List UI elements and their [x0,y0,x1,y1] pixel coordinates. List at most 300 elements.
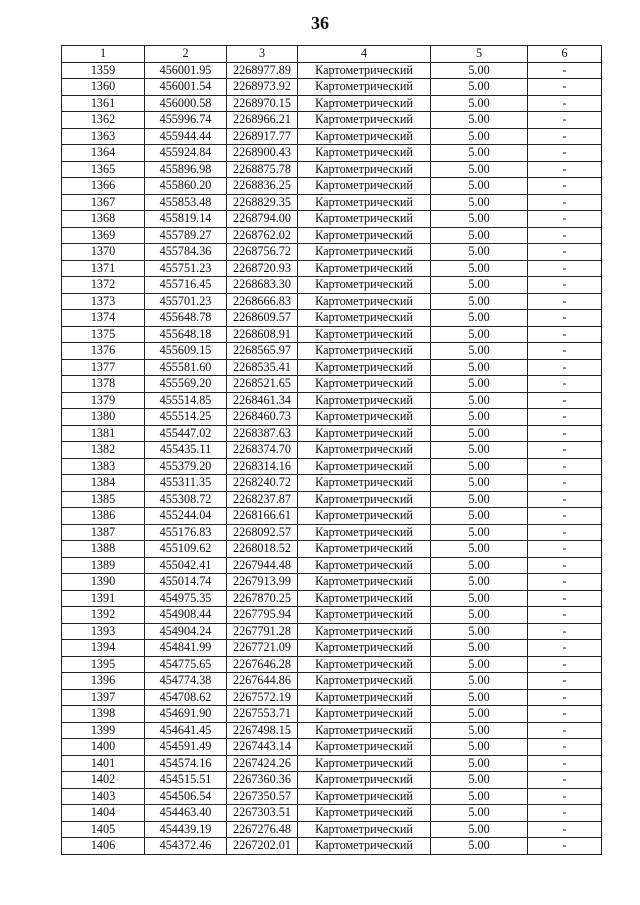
description-cell: - [528,574,602,591]
accuracy-cell: 5.00 [431,62,528,79]
method-cell: Картометрический [298,739,431,756]
table-row [62,425,602,442]
description-cell: - [528,161,602,178]
x-coordinate-cell: 455924.84 [145,145,227,162]
method-cell: Картометрический [298,458,431,475]
table-row [62,788,602,805]
point-number-cell: 1365 [62,161,145,178]
table-row [62,673,602,690]
table-row [62,475,602,492]
x-coordinate-cell: 454506.54 [145,788,227,805]
accuracy-cell: 5.00 [431,326,528,343]
table-body [62,62,602,854]
method-cell: Картометрический [298,689,431,706]
table-header-row [62,46,602,63]
accuracy-cell: 5.00 [431,458,528,475]
accuracy-cell: 5.00 [431,227,528,244]
description-cell: - [528,755,602,772]
table-row [62,656,602,673]
point-number-cell: 1389 [62,557,145,574]
point-number-cell: 1384 [62,475,145,492]
description-cell: - [528,326,602,343]
table-row [62,755,602,772]
description-cell: - [528,689,602,706]
accuracy-cell: 5.00 [431,508,528,525]
description-cell: - [528,178,602,195]
table-row [62,739,602,756]
x-coordinate-cell: 455996.74 [145,112,227,129]
accuracy-cell: 5.00 [431,425,528,442]
table-row [62,128,602,145]
description-cell: - [528,739,602,756]
method-cell: Картометрический [298,442,431,459]
method-cell: Картометрический [298,112,431,129]
table-row [62,640,602,657]
y-coordinate-cell: 2268535.41 [227,359,298,376]
y-coordinate-cell: 2268720.93 [227,260,298,277]
method-cell: Картометрический [298,838,431,855]
description-cell: - [528,673,602,690]
accuracy-cell: 5.00 [431,194,528,211]
method-cell: Картометрический [298,95,431,112]
x-coordinate-cell: 455784.36 [145,244,227,261]
table-row [62,194,602,211]
method-cell: Картометрический [298,508,431,525]
x-coordinate-cell: 454904.24 [145,623,227,640]
description-cell: - [528,838,602,855]
x-coordinate-cell: 456000.58 [145,95,227,112]
coordinates-table [61,45,602,855]
description-cell: - [528,343,602,360]
method-cell: Картометрический [298,640,431,657]
description-cell: - [528,640,602,657]
description-cell: - [528,194,602,211]
accuracy-cell: 5.00 [431,277,528,294]
y-coordinate-cell: 2268973.92 [227,79,298,96]
y-coordinate-cell: 2267795.94 [227,607,298,624]
method-cell: Картометрический [298,805,431,822]
description-cell: - [528,590,602,607]
point-number-cell: 1402 [62,772,145,789]
point-number-cell: 1366 [62,178,145,195]
method-cell: Картометрический [298,260,431,277]
table-row [62,277,602,294]
method-cell: Картометрический [298,392,431,409]
description-cell: - [528,557,602,574]
table-row [62,392,602,409]
description-cell: - [528,293,602,310]
x-coordinate-cell: 456001.54 [145,79,227,96]
method-cell: Картометрический [298,79,431,96]
description-cell: - [528,376,602,393]
method-cell: Картометрический [298,656,431,673]
y-coordinate-cell: 2268608.91 [227,326,298,343]
y-coordinate-cell: 2267721.09 [227,640,298,657]
x-coordinate-cell: 454515.51 [145,772,227,789]
method-cell: Картометрический [298,706,431,723]
x-coordinate-cell: 455014.74 [145,574,227,591]
accuracy-cell: 5.00 [431,590,528,607]
y-coordinate-cell: 2268521.65 [227,376,298,393]
y-coordinate-cell: 2268460.73 [227,409,298,426]
column-header: 6 [528,46,602,63]
description-cell: - [528,607,602,624]
y-coordinate-cell: 2267944.48 [227,557,298,574]
accuracy-cell: 5.00 [431,706,528,723]
table-row [62,541,602,558]
table-row [62,623,602,640]
point-number-cell: 1401 [62,755,145,772]
x-coordinate-cell: 455435.11 [145,442,227,459]
point-number-cell: 1363 [62,128,145,145]
x-coordinate-cell: 454439.19 [145,821,227,838]
x-coordinate-cell: 455176.83 [145,524,227,541]
x-coordinate-cell: 455244.04 [145,508,227,525]
method-cell: Картометрический [298,673,431,690]
y-coordinate-cell: 2267553.71 [227,706,298,723]
point-number-cell: 1393 [62,623,145,640]
column-header: 4 [298,46,431,63]
table-row [62,442,602,459]
point-number-cell: 1406 [62,838,145,855]
method-cell: Картометрический [298,194,431,211]
y-coordinate-cell: 2268461.34 [227,392,298,409]
table-row [62,227,602,244]
x-coordinate-cell: 455308.72 [145,491,227,508]
description-cell: - [528,805,602,822]
point-number-cell: 1382 [62,442,145,459]
point-number-cell: 1361 [62,95,145,112]
accuracy-cell: 5.00 [431,739,528,756]
y-coordinate-cell: 2267572.19 [227,689,298,706]
table-row [62,310,602,327]
y-coordinate-cell: 2268875.78 [227,161,298,178]
y-coordinate-cell: 2267202.01 [227,838,298,855]
y-coordinate-cell: 2268237.87 [227,491,298,508]
accuracy-cell: 5.00 [431,772,528,789]
x-coordinate-cell: 455514.85 [145,392,227,409]
table-row [62,326,602,343]
x-coordinate-cell: 455701.23 [145,293,227,310]
x-coordinate-cell: 454975.35 [145,590,227,607]
method-cell: Картометрический [298,755,431,772]
accuracy-cell: 5.00 [431,805,528,822]
x-coordinate-cell: 455609.15 [145,343,227,360]
y-coordinate-cell: 2268762.02 [227,227,298,244]
table-row [62,574,602,591]
column-header: 5 [431,46,528,63]
accuracy-cell: 5.00 [431,145,528,162]
x-coordinate-cell: 455789.27 [145,227,227,244]
description-cell: - [528,772,602,789]
description-cell: - [528,359,602,376]
accuracy-cell: 5.00 [431,442,528,459]
description-cell: - [528,95,602,112]
method-cell: Картометрический [298,211,431,228]
point-number-cell: 1360 [62,79,145,96]
y-coordinate-cell: 2267443.14 [227,739,298,756]
method-cell: Картометрический [298,475,431,492]
description-cell: - [528,458,602,475]
point-number-cell: 1359 [62,62,145,79]
method-cell: Картометрический [298,425,431,442]
table-row [62,95,602,112]
point-number-cell: 1385 [62,491,145,508]
y-coordinate-cell: 2268374.70 [227,442,298,459]
method-cell: Картометрический [298,343,431,360]
y-coordinate-cell: 2268829.35 [227,194,298,211]
y-coordinate-cell: 2268683.30 [227,277,298,294]
method-cell: Картометрический [298,607,431,624]
point-number-cell: 1404 [62,805,145,822]
y-coordinate-cell: 2268565.97 [227,343,298,360]
accuracy-cell: 5.00 [431,722,528,739]
point-number-cell: 1371 [62,260,145,277]
point-number-cell: 1372 [62,277,145,294]
table-row [62,161,602,178]
method-cell: Картометрический [298,772,431,789]
description-cell: - [528,310,602,327]
table-row [62,244,602,261]
method-cell: Картометрический [298,821,431,838]
x-coordinate-cell: 455716.45 [145,277,227,294]
point-number-cell: 1395 [62,656,145,673]
y-coordinate-cell: 2268609.57 [227,310,298,327]
accuracy-cell: 5.00 [431,409,528,426]
method-cell: Картометрический [298,722,431,739]
description-cell: - [528,62,602,79]
y-coordinate-cell: 2268900.43 [227,145,298,162]
method-cell: Картометрический [298,788,431,805]
point-number-cell: 1386 [62,508,145,525]
accuracy-cell: 5.00 [431,491,528,508]
description-cell: - [528,656,602,673]
table-row [62,590,602,607]
method-cell: Картометрический [298,491,431,508]
point-number-cell: 1394 [62,640,145,657]
method-cell: Картометрический [298,524,431,541]
x-coordinate-cell: 455581.60 [145,359,227,376]
x-coordinate-cell: 455853.48 [145,194,227,211]
accuracy-cell: 5.00 [431,161,528,178]
accuracy-cell: 5.00 [431,211,528,228]
point-number-cell: 1388 [62,541,145,558]
table-row [62,409,602,426]
point-number-cell: 1378 [62,376,145,393]
y-coordinate-cell: 2267350.57 [227,788,298,805]
y-coordinate-cell: 2267870.25 [227,590,298,607]
method-cell: Картометрический [298,623,431,640]
point-number-cell: 1397 [62,689,145,706]
description-cell: - [528,442,602,459]
accuracy-cell: 5.00 [431,524,528,541]
accuracy-cell: 5.00 [431,673,528,690]
description-cell: - [528,112,602,129]
description-cell: - [528,541,602,558]
table-row [62,112,602,129]
table-row [62,178,602,195]
y-coordinate-cell: 2268018.52 [227,541,298,558]
table-row [62,838,602,855]
method-cell: Картометрический [298,145,431,162]
x-coordinate-cell: 455896.98 [145,161,227,178]
table-row [62,689,602,706]
point-number-cell: 1377 [62,359,145,376]
method-cell: Картометрический [298,541,431,558]
method-cell: Картометрический [298,128,431,145]
description-cell: - [528,128,602,145]
y-coordinate-cell: 2267276.48 [227,821,298,838]
x-coordinate-cell: 454574.16 [145,755,227,772]
table-row [62,145,602,162]
method-cell: Картометрический [298,227,431,244]
y-coordinate-cell: 2268166.61 [227,508,298,525]
description-cell: - [528,79,602,96]
table-row [62,524,602,541]
point-number-cell: 1374 [62,310,145,327]
x-coordinate-cell: 454708.62 [145,689,227,706]
y-coordinate-cell: 2267424.26 [227,755,298,772]
description-cell: - [528,260,602,277]
x-coordinate-cell: 454463.40 [145,805,227,822]
accuracy-cell: 5.00 [431,293,528,310]
x-coordinate-cell: 455751.23 [145,260,227,277]
accuracy-cell: 5.00 [431,541,528,558]
description-cell: - [528,491,602,508]
method-cell: Картометрический [298,590,431,607]
x-coordinate-cell: 455648.18 [145,326,227,343]
y-coordinate-cell: 2268240.72 [227,475,298,492]
table-row [62,772,602,789]
point-number-cell: 1403 [62,788,145,805]
y-coordinate-cell: 2267360.36 [227,772,298,789]
point-number-cell: 1398 [62,706,145,723]
point-number-cell: 1381 [62,425,145,442]
y-coordinate-cell: 2268977.89 [227,62,298,79]
y-coordinate-cell: 2267303.51 [227,805,298,822]
table-row [62,557,602,574]
point-number-cell: 1364 [62,145,145,162]
description-cell: - [528,409,602,426]
point-number-cell: 1399 [62,722,145,739]
table-row [62,722,602,739]
accuracy-cell: 5.00 [431,574,528,591]
y-coordinate-cell: 2268836.25 [227,178,298,195]
description-cell: - [528,821,602,838]
accuracy-cell: 5.00 [431,838,528,855]
accuracy-cell: 5.00 [431,376,528,393]
table-row [62,706,602,723]
accuracy-cell: 5.00 [431,557,528,574]
x-coordinate-cell: 454591.49 [145,739,227,756]
y-coordinate-cell: 2268387.63 [227,425,298,442]
y-coordinate-cell: 2267913.99 [227,574,298,591]
table-row [62,343,602,360]
y-coordinate-cell: 2268092.57 [227,524,298,541]
y-coordinate-cell: 2267646.28 [227,656,298,673]
description-cell: - [528,706,602,723]
x-coordinate-cell: 455860.20 [145,178,227,195]
accuracy-cell: 5.00 [431,178,528,195]
point-number-cell: 1387 [62,524,145,541]
point-number-cell: 1391 [62,590,145,607]
page-number: 36 [311,13,329,33]
y-coordinate-cell: 2268966.21 [227,112,298,129]
accuracy-cell: 5.00 [431,359,528,376]
accuracy-cell: 5.00 [431,640,528,657]
point-number-cell: 1362 [62,112,145,129]
point-number-cell: 1373 [62,293,145,310]
accuracy-cell: 5.00 [431,310,528,327]
x-coordinate-cell: 455311.35 [145,475,227,492]
table-row [62,293,602,310]
y-coordinate-cell: 2268666.83 [227,293,298,310]
method-cell: Картометрический [298,359,431,376]
accuracy-cell: 5.00 [431,244,528,261]
column-header: 3 [227,46,298,63]
table-row [62,260,602,277]
table-row [62,805,602,822]
description-cell: - [528,524,602,541]
accuracy-cell: 5.00 [431,788,528,805]
accuracy-cell: 5.00 [431,475,528,492]
x-coordinate-cell: 456001.95 [145,62,227,79]
accuracy-cell: 5.00 [431,656,528,673]
x-coordinate-cell: 455109.62 [145,541,227,558]
x-coordinate-cell: 454641.45 [145,722,227,739]
description-cell: - [528,244,602,261]
table-row [62,508,602,525]
description-cell: - [528,475,602,492]
method-cell: Картометрический [298,376,431,393]
method-cell: Картометрический [298,574,431,591]
column-header: 1 [62,46,145,63]
point-number-cell: 1368 [62,211,145,228]
y-coordinate-cell: 2267644.86 [227,673,298,690]
accuracy-cell: 5.00 [431,689,528,706]
method-cell: Картометрический [298,293,431,310]
description-cell: - [528,227,602,244]
accuracy-cell: 5.00 [431,128,528,145]
description-cell: - [528,722,602,739]
point-number-cell: 1396 [62,673,145,690]
table-row [62,607,602,624]
y-coordinate-cell: 2268794.00 [227,211,298,228]
point-number-cell: 1369 [62,227,145,244]
accuracy-cell: 5.00 [431,260,528,277]
method-cell: Картометрический [298,409,431,426]
x-coordinate-cell: 454841.99 [145,640,227,657]
x-coordinate-cell: 455648.78 [145,310,227,327]
accuracy-cell: 5.00 [431,95,528,112]
description-cell: - [528,392,602,409]
y-coordinate-cell: 2267791.28 [227,623,298,640]
description-cell: - [528,623,602,640]
description-cell: - [528,788,602,805]
point-number-cell: 1379 [62,392,145,409]
table-row [62,821,602,838]
description-cell: - [528,277,602,294]
point-number-cell: 1400 [62,739,145,756]
method-cell: Картометрический [298,161,431,178]
accuracy-cell: 5.00 [431,343,528,360]
x-coordinate-cell: 455514.25 [145,409,227,426]
y-coordinate-cell: 2268917.77 [227,128,298,145]
method-cell: Картометрический [298,326,431,343]
point-number-cell: 1390 [62,574,145,591]
x-coordinate-cell: 455042.41 [145,557,227,574]
point-number-cell: 1383 [62,458,145,475]
